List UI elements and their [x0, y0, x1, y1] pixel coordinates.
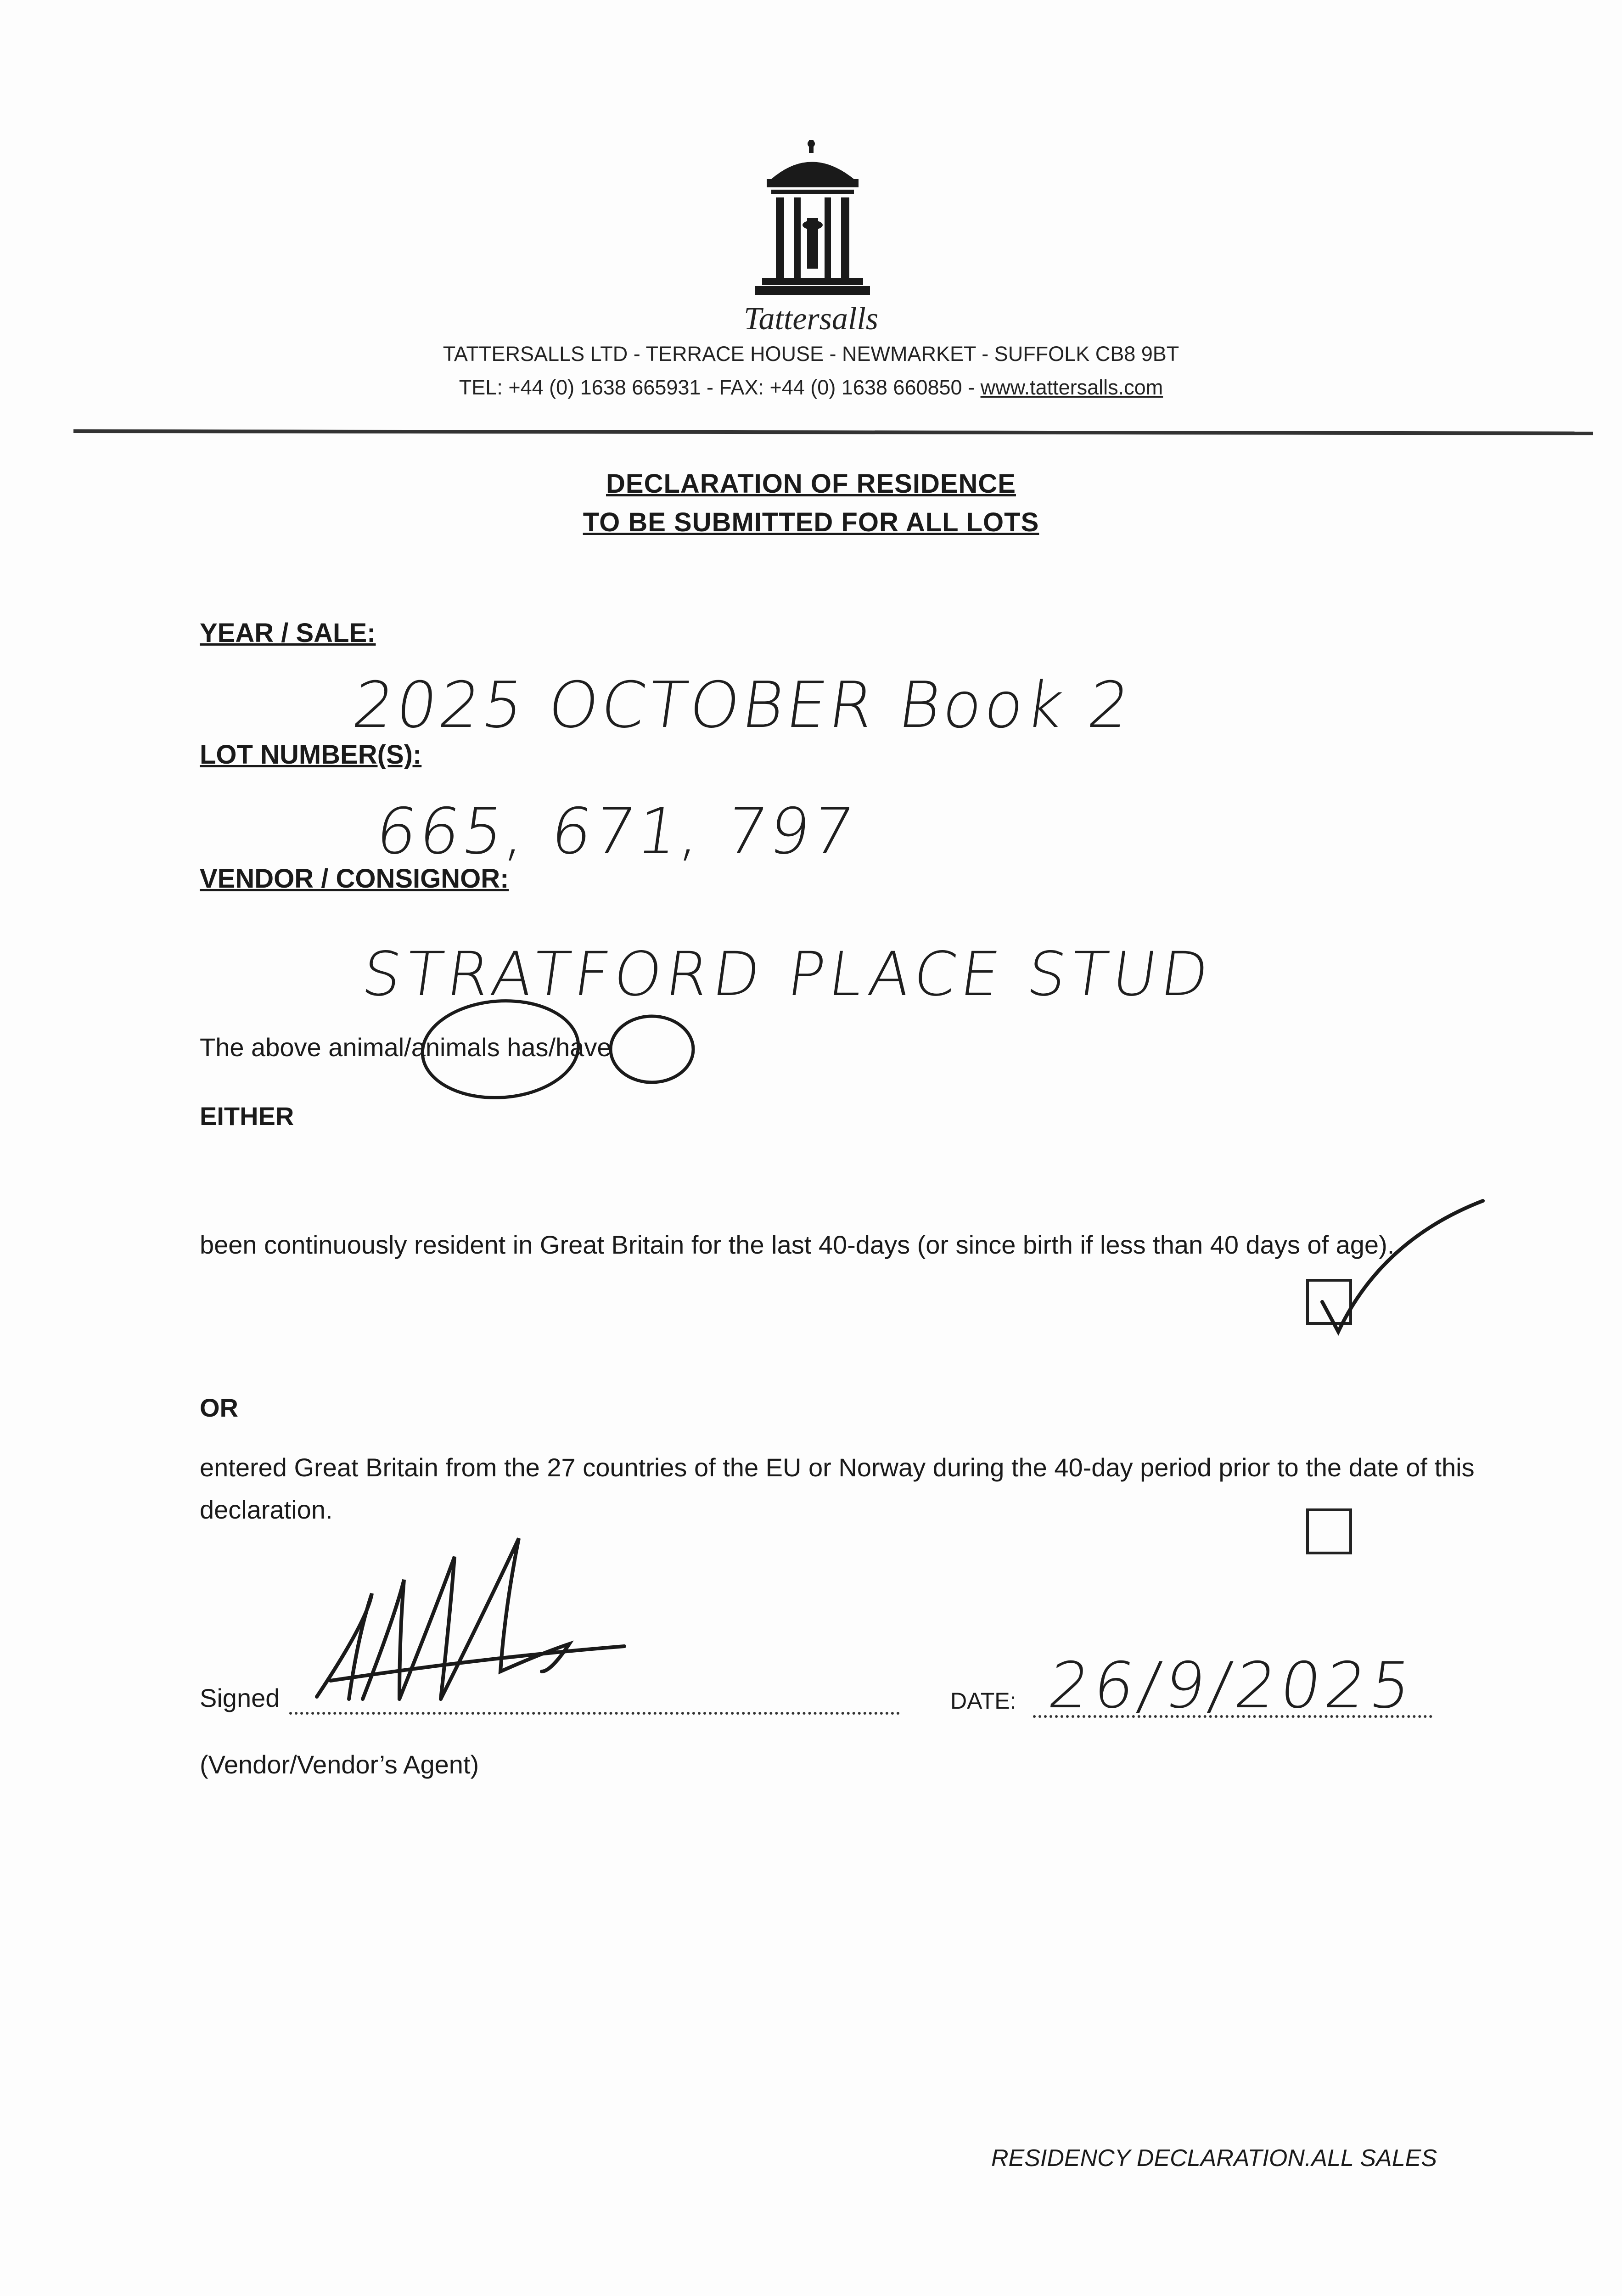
statement-animal: animal	[328, 1033, 404, 1062]
vendor-agent-label: (Vendor/Vendor’s Agent)	[200, 1750, 479, 1779]
option-entered-checkbox[interactable]	[1306, 1508, 1352, 1554]
vendor-consignor-label: VENDOR / CONSIGNOR:	[200, 864, 509, 894]
option-entered-text: entered Great Britain from the 27 countries of the EU or Norway during the 40-day period prior to the date of this declaration.	[200, 1453, 1475, 1524]
statement-animals-circled[interactable]: animals	[411, 1033, 500, 1062]
form-footer: RESIDENCY DECLARATION.ALL SALES	[991, 2145, 1437, 2172]
contact-line	[0, 376, 1622, 400]
vendor-consignor-value[interactable]: STRATFORD PLACE STUD	[358, 939, 1218, 1010]
either-label: EITHER	[200, 1102, 294, 1131]
animal-statement	[200, 1026, 612, 1069]
lot-numbers-value[interactable]: 665, 671, 797	[371, 794, 861, 868]
date-label: DATE:	[950, 1688, 1016, 1714]
or-label: OR	[200, 1393, 238, 1422]
form-subtitle: TO BE SUBMITTED FOR ALL LOTS	[583, 507, 1039, 537]
statement-slash: /	[404, 1033, 411, 1062]
year-sale-label: YEAR / SALE:	[200, 618, 376, 648]
have-circle-mark	[611, 1016, 693, 1082]
date-value[interactable]: 26/9/2025	[1044, 1649, 1420, 1722]
company-address: TATTERSALLS LTD - TERRACE HOUSE - NEWMARKET - SUFFOLK CB8 9BT	[443, 342, 1179, 366]
lot-numbers-label: LOT NUMBER(S):	[200, 740, 422, 770]
brand-name: Tattersalls	[743, 301, 879, 337]
signature-line[interactable]	[289, 1712, 900, 1715]
signed-label: Signed	[200, 1683, 280, 1712]
option-resident-checkbox[interactable]	[1306, 1279, 1352, 1325]
statement-has: has	[500, 1033, 549, 1062]
statement-prefix: The above	[200, 1033, 329, 1062]
header-divider	[73, 429, 1593, 435]
signature-scrawl	[317, 1538, 624, 1699]
tattersalls-rotunda-logo-icon	[753, 140, 872, 296]
form-title: DECLARATION OF RESIDENCE	[606, 469, 1016, 499]
option-resident-text: been continuously resident in Great Britain for the last 40-days (or since birth if less than 40 days of age).	[200, 1230, 1395, 1259]
website-link[interactable]: www.tattersalls.com	[980, 376, 1163, 399]
contact-phone-fax: TEL: +44 (0) 1638 665931 - FAX: +44 (0) 1638 660850 -	[459, 376, 981, 399]
statement-slash: /	[548, 1033, 556, 1062]
statement-have-circled[interactable]: have	[556, 1033, 612, 1062]
year-sale-value[interactable]: 2025 OCTOBER Book 2	[348, 668, 1137, 742]
